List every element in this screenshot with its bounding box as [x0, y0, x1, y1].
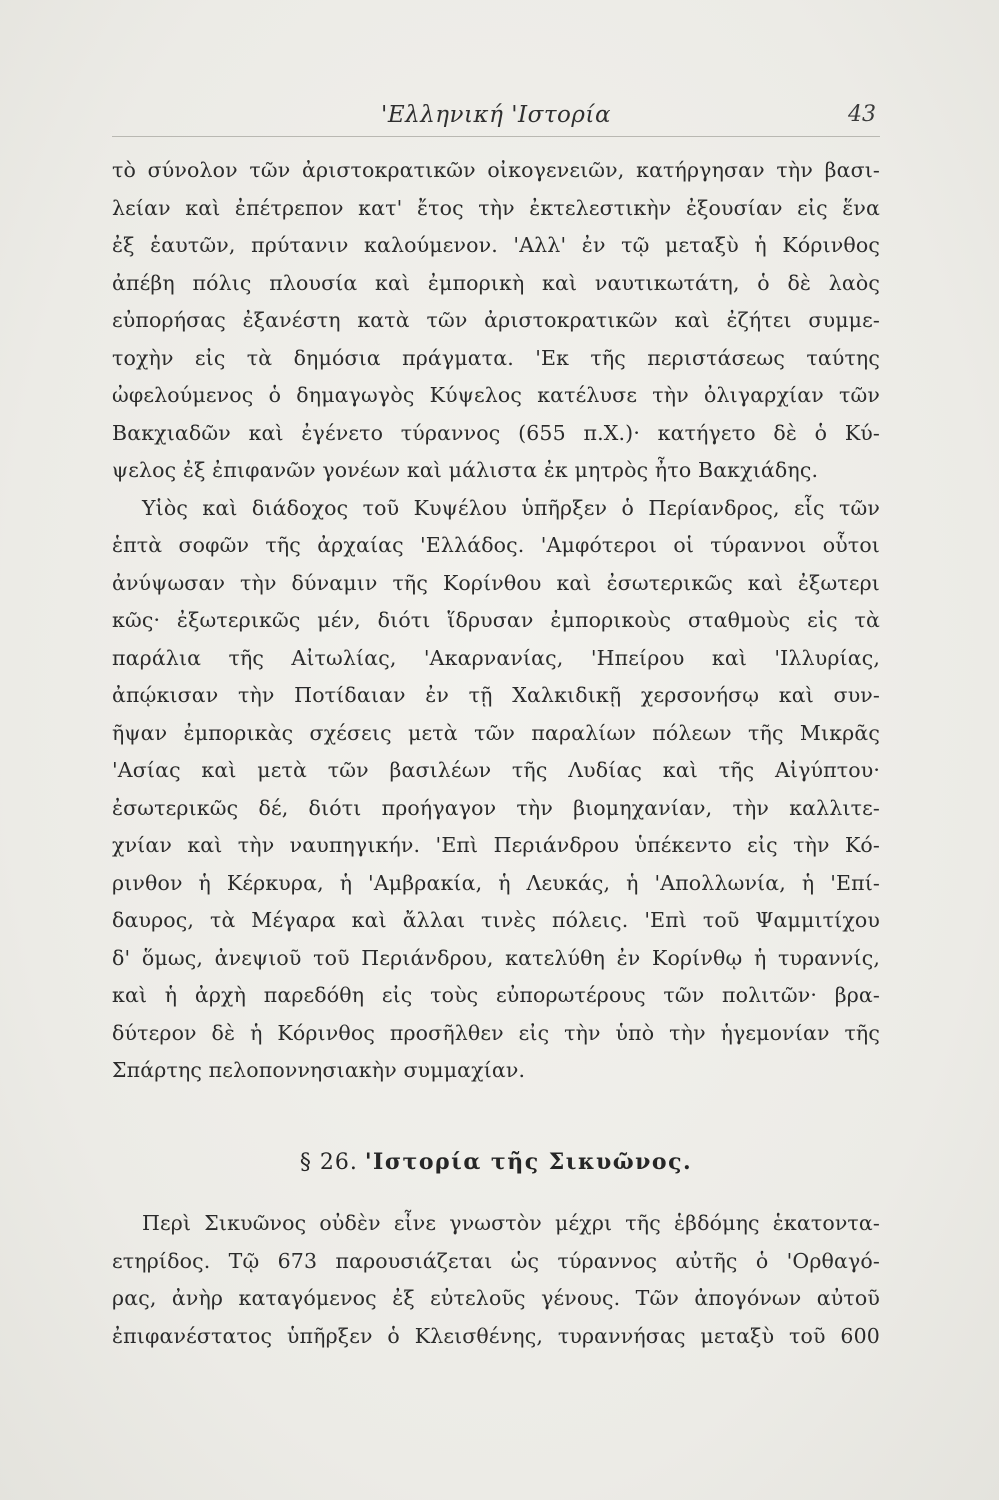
- section-heading: [112, 1140, 880, 1184]
- text-line: Περὶ Σικυῶνος οὐδὲν εἶνε γνωστὸν μέχρι τῆς ἑβδόμης ἑκατοντα-: [142, 1211, 880, 1235]
- text-line: χνίαν καὶ τὴν ναυπηγικήν. 'Επὶ Περιάνδρου ὑπέκεντο εἰς τὴν Κό-: [112, 833, 880, 857]
- running-header: [112, 96, 880, 137]
- text-line: δύτερον δὲ ἡ Κόρινθος προσῆλθεν εἰς τὴν ὑπὸ τὴν ἡγεμονίαν τῆς: [112, 1020, 880, 1045]
- text-line: τοχὴν εἰς τὰ δημόσια πράγματα. 'Εκ τῆς περιστάσεως ταύτης: [112, 345, 880, 370]
- section-number: § 26.: [299, 1150, 358, 1175]
- text-line: λείαν καὶ ἐπέτρεπον κατ' ἔτος τὴν ἐκτελεστικὴν ἐξουσίαν εἰς ἕνα: [112, 195, 880, 220]
- text-line: ἐπιφανέστατος ὑπῆρξεν ὁ Κλεισθένης, τυραννήσας μεταξὺ τοῦ 600: [112, 1323, 880, 1348]
- text-line: ἐσωτερικῶς δέ, διότι προήγαγον τὴν βιομηχανίαν, τὴν καλλιτε-: [112, 795, 880, 820]
- text-line: δαυρος, τὰ Μέγαρα καὶ ἄλλαι τινὲς πόλεις. 'Επὶ τοῦ Ψαμμιτίχου: [112, 908, 880, 932]
- text-line: ἀπέβη πόλις πλουσία καὶ ἐμπορικὴ καὶ ναυτικωτάτη, ὁ δὲ λαὸς: [112, 270, 880, 295]
- text-line: ετηρίδος. Τῷ 673 παρουσιάζεται ὡς τύραννος αὐτῆς ὁ 'Ορθαγό-: [112, 1248, 880, 1273]
- text-line: κῶς· ἐξωτερικῶς μέν, διότι ἵδρυσαν ἐμπορικοὺς σταθμοὺς εἰς τὰ: [112, 608, 880, 632]
- text-line: ῆψαν ἐμπορικὰς σχέσεις μετὰ τῶν παραλίων πόλεων τῆς Μικρᾶς: [112, 720, 880, 745]
- text-line: Βακχιαδῶν καὶ ἐγένετο τύραννος (655 π.Χ.)· κατήγετο δὲ ὁ Κύ-: [112, 420, 880, 445]
- text-line: καὶ ἡ ἀρχὴ παρεδόθη εἰς τοὺς εὐπορωτέρους τῶν πολιτῶν· βρα-: [112, 983, 880, 1007]
- text-line: Υἱὸς καὶ διάδοχος τοῦ Κυψέλου ὑπῆρξεν ὁ Περίανδρος, εἷς τῶν: [142, 495, 880, 520]
- running-title: 'Ελληνική 'Ιστορία: [381, 102, 611, 128]
- text-line: ἐξ ἑαυτῶν, πρύτανιν καλούμενον. 'Αλλ' ἐν τῷ μεταξὺ ἡ Κόρινθος: [112, 233, 880, 257]
- text-line: ρινθον ἡ Κέρκυρα, ἡ 'Αμβρακία, ἡ Λευκάς, ἡ 'Απολλωνία, ἡ 'Επί-: [112, 870, 880, 895]
- text-line: ὠφελούμενος ὁ δημαγωγὸς Κύψελος κατέλυσε τὴν ὀλιγαρχίαν τῶν: [112, 383, 880, 407]
- text-line: ρας, ἀνὴρ καταγόμενος ἐξ εὐτελοῦς γένους. Τῶν ἀπογόνων αὐτοῦ: [112, 1286, 880, 1310]
- text-line: ἑπτὰ σοφῶν τῆς ἀρχαίας 'Ελλάδος. 'Αμφότεροι οἱ τύραννοι οὗτοι: [112, 533, 880, 557]
- text-line: τὸ σύνολον τῶν ἀριστοκρατικῶν οἰκογενειῶν, κατήργησαν τὴν βασι-: [112, 158, 880, 182]
- text-line: δ' ὅμως, ἀνεψιοῦ τοῦ Περιάνδρου, κατελύθη ἐν Κορίνθῳ ἡ τυραννίς,: [112, 945, 880, 970]
- text-line: Σπάρτης πελοποννησιακὴν συμμαχίαν.: [112, 1058, 526, 1082]
- text-line: 'Ασίας καὶ μετὰ τῶν βασιλέων τῆς Λυδίας καὶ τῆς Αἰγύπτου·: [112, 758, 880, 782]
- text-line: παράλια τῆς Αἰτωλίας, 'Ακαρνανίας, 'Ηπείρου καὶ 'Ιλλυρίας,: [112, 645, 880, 670]
- paragraph-cypselids: [112, 152, 880, 1090]
- text-line: ἀπῴκισαν τὴν Ποτίδαιαν ἐν τῇ Χαλκιδικῇ χερσονήσῳ καὶ συν-: [112, 683, 880, 707]
- text-line: ψελος ἐξ ἐπιφανῶν γονέων καὶ μάλιστα ἐκ μητρὸς ἦτο Βακχιάδης.: [112, 458, 819, 482]
- section-title: 'Ιστορία τῆς Σικυῶνος.: [364, 1149, 693, 1175]
- text-line: εὐπορήσας ἐξανέστη κατὰ τῶν ἀριστοκρατικῶν καὶ ἐζήτει συμμε-: [112, 308, 880, 332]
- paragraph-sicyon: [112, 1205, 880, 1355]
- page-number: 43: [848, 102, 876, 127]
- text-line: ἀνύψωσαν τὴν δύναμιν τῆς Κορίνθου καὶ ἐσωτερικῶς καὶ ἐξωτερι: [112, 570, 880, 595]
